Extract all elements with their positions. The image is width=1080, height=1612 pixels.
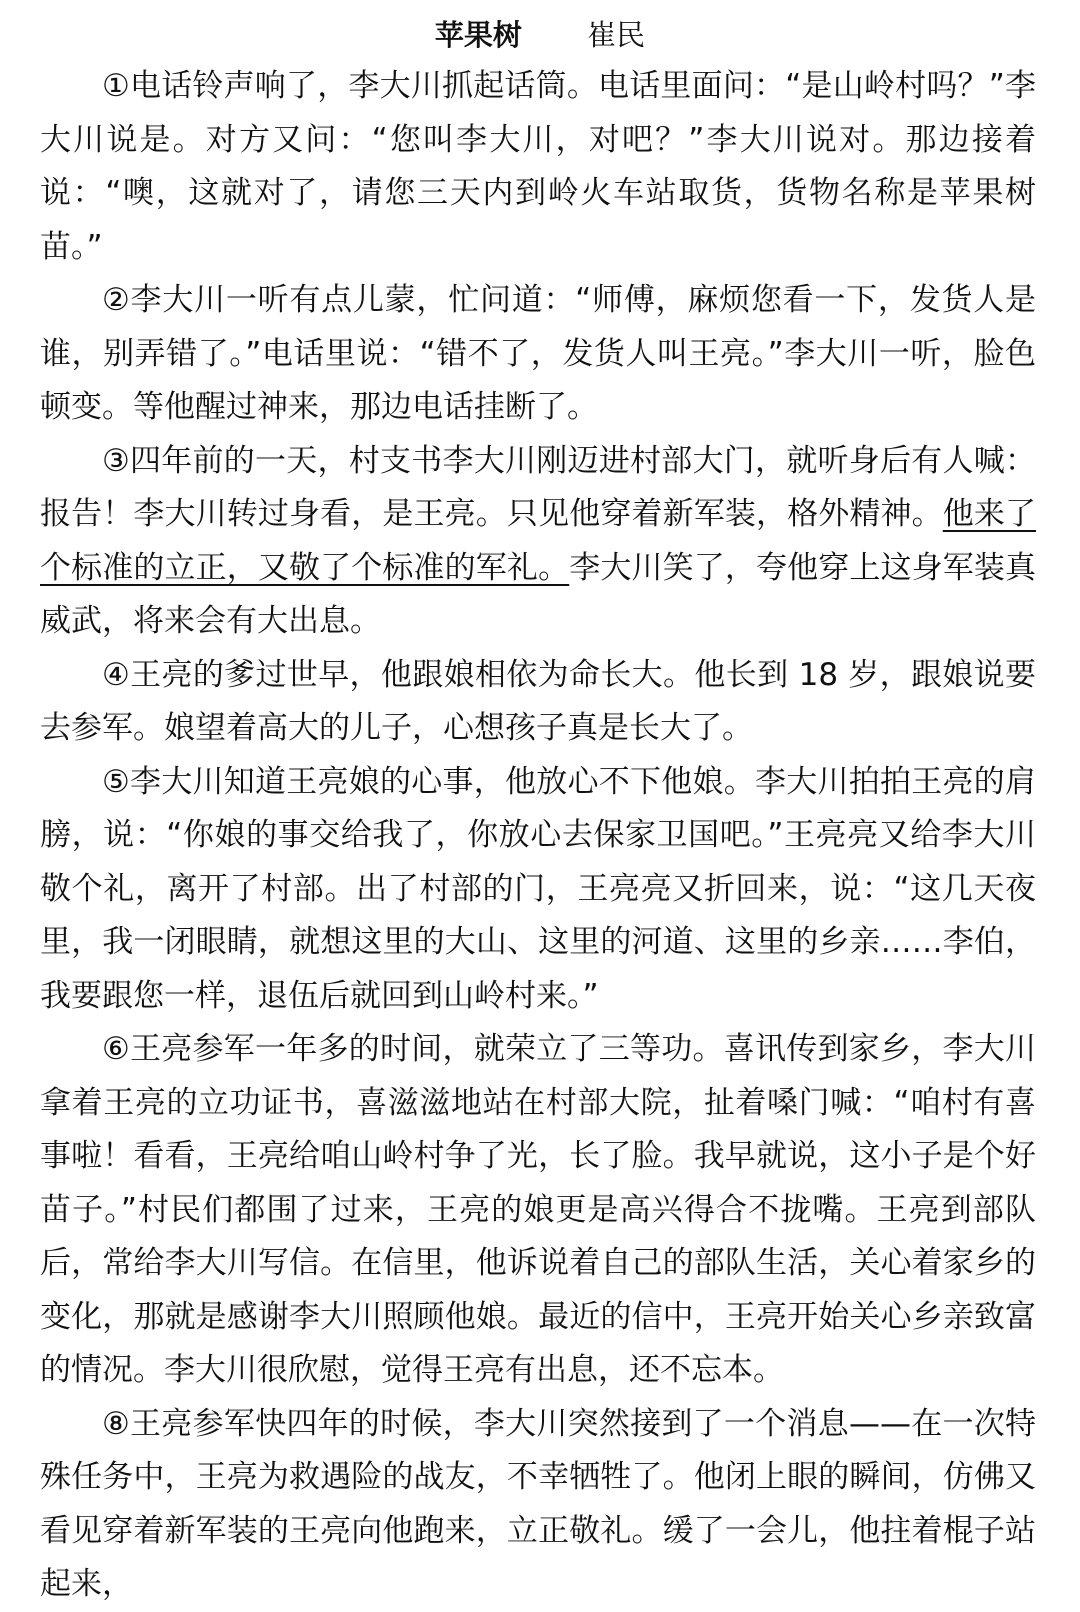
paragraph-6: ⑥王亮参军一年多的时间，就荣立了三等功。喜讯传到家乡，李大川拿着王亮的立功证书，喜滋滋地站在村部大院，扯着嗓门喊：“咱村有喜事啦！看看，王亮给咱山岭村争了光，长了脸。我早就说，这小子是个好苗子。”村民们都围了过来，王亮的娘更是高兴得合不拢嘴。王亮到部队后，常给李大川写信。在信里，他诉说着自己的部队生活，关心着家乡的变化，那就是感谢李大川照顾他娘。最近的信中，王亮开始关心乡亲致富的情况。李大川很欣慰，觉得王亮有出息，还不忘本。: [40, 1031, 1036, 1388]
paragraph-3-text-after: 李大川笑了，夸他穿上这身军装真威武，将来会有大出息。: [40, 549, 1037, 639]
paragraph-8: ⑧王亮参军快四年的时候，李大川突然接到了一个消息——在一次特殊任务中，王亮为救遇险的战友，不幸牺牲了。他闭上眼的瞬间，仿佛又看见穿着新军装的王亮向他跑来，立正敬礼。缓了一会儿，他拄着棍子站起来，: [40, 1405, 1036, 1602]
paragraph-5: ⑤李大川知道王亮娘的心事，他放心不下他娘。李大川拍拍王亮的肩膀，说：“你娘的事交给我了，你放心去保家卫国吧。”王亮亮又给李大川敬个礼，离开了村部。出了村部的门，王亮亮又折回来，说：“这几天夜里，我一闭眼睛，就想这里的大山、这里的河道、这里的乡亲……李伯，我要跟您一样，退伍后就回到山岭村来。”: [40, 763, 1036, 1014]
paragraph-1: ①电话铃声响了，李大川抓起话筒。电话里面问：“是山岭村吗？”李大川说是。对方又问：“您叫李大川，对吧？”李大川说对。那边接着说：“噢，这就对了，请您三天内到岭火车站取货，货物名称是苹果树苗。”: [40, 68, 1036, 265]
paragraph-3-text-before: ③四年前的一天，村支书李大川刚迈进村部大门，就听身后有人喊：报告！李大川转过身看，是王亮。只见他穿着新军装，格外精神。: [40, 442, 1036, 532]
article-author: 崔民: [587, 18, 646, 52]
article-body: [40, 60, 1036, 1612]
paragraph-2: ②李大川一听有点儿蒙，忙问道：“师傅，麻烦您看一下，发货人是谁，别弄错了。”电话里说：“错不了，发货人叫王亮。”李大川一听，脸色顿变。等他醒过神来，那边电话挂断了。: [40, 282, 1036, 425]
underlined-sentence: 他来了个标准的立正，又敬了个标准的军礼。: [40, 496, 1037, 586]
paragraph-3: [40, 435, 1036, 649]
paragraph-4: ④王亮的爹过世早，他跟娘相依为命长大。他长到 18 岁，跟娘说要去参军。娘望着高大的儿子，心想孩子真是长大了。: [40, 656, 1036, 746]
title-row: [0, 12, 1080, 58]
article-title: 苹果树: [434, 18, 522, 52]
